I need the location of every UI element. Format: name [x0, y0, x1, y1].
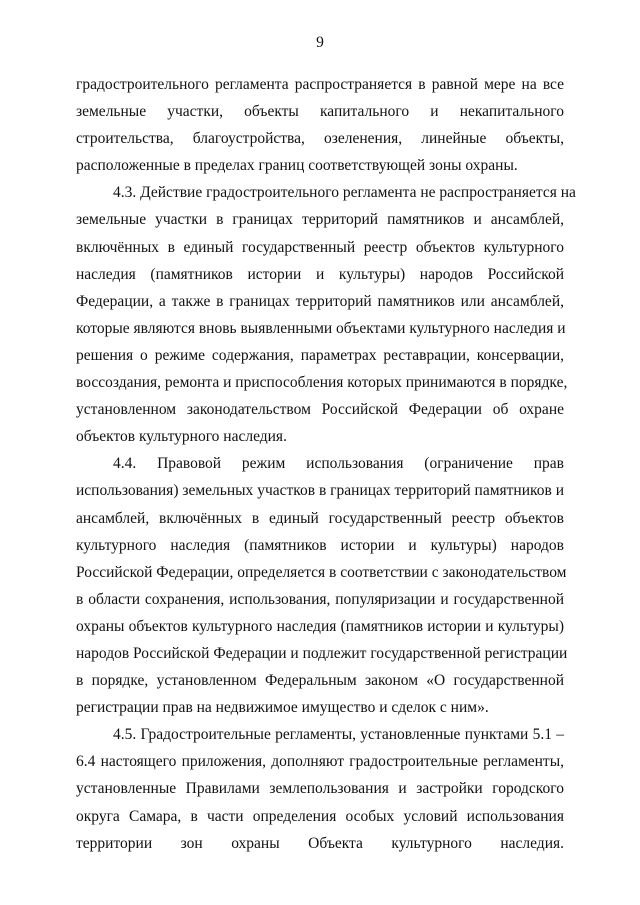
paragraph-section-4-4 — [76, 450, 568, 721]
text-line: народов Российской Федерации и подлежит государственной регистрации — [76, 644, 568, 662]
text-line: воссоздания, ремонта и приспособления которых принимаются в порядке, — [76, 374, 568, 392]
text-line: округа Самара, в части определения особых условий использования — [76, 807, 564, 825]
text-line: земельные участки в границах территорий памятников и ансамблей, — [76, 211, 564, 229]
text-line: 4.4. Правовой режим использования (ограничение прав — [113, 455, 564, 473]
text-line: которые являются вновь выявленными объектами культурного наследия и — [76, 319, 566, 337]
text-line: земельные участки, объекты капитального и некапитального — [76, 103, 564, 121]
paragraph-section-4-3 — [76, 179, 576, 450]
text-line: регистрации прав на недвижимое имущество и сделок с ним». — [76, 699, 489, 717]
text-line: включённых в единый государственный реестр объектов культурного — [76, 238, 564, 256]
text-line: расположенные в пределах границ соответствующей зоны охраны. — [76, 157, 518, 175]
text-line: культурного наследия (памятников истории и культуры) народов — [76, 536, 564, 554]
text-line: 6.4 настоящего приложения, дополняют градостроительные регламенты, — [76, 753, 564, 771]
text-line: ансамблей, включённых в единый государственный реестр объектов — [76, 509, 564, 527]
text-line: территории зон охраны Объекта культурного наследия. — [76, 834, 564, 852]
paragraph-continuation — [76, 71, 564, 179]
text-line: охраны объектов культурного наследия (памятников истории и культуры) — [76, 617, 564, 635]
text-line: 4.3. Действие градостроительного регламента не распространяется на — [113, 184, 576, 202]
page-number: 9 — [316, 34, 324, 51]
text-line: Федерации, а также в границах территорий памятников или ансамблей, — [76, 292, 564, 310]
paragraph-section-4-5 — [76, 721, 564, 856]
text-line: Российской Федерации, определяется в соответствии с законодательством — [76, 563, 567, 581]
body-text — [76, 71, 576, 857]
text-line: использования) земельных участков в границах территорий памятников и — [76, 482, 564, 500]
text-line: решения о режиме содержания, параметрах реставрации, консервации, — [76, 346, 564, 364]
text-line: строительства, благоустройства, озеленения, линейные объекты, — [76, 130, 564, 148]
text-line: в области сохранения, использования, популяризации и государственной — [76, 590, 564, 608]
text-line: установленные Правилами землепользования и застройки городского — [76, 780, 564, 798]
text-line: наследия (памятников истории и культуры) народов Российской — [76, 265, 564, 283]
text-line: 4.5. Градостроительные регламенты, установленные пунктами 5.1 – — [113, 726, 564, 744]
text-line: в порядке, установленном Федеральным законом «О государственной — [76, 672, 564, 690]
text-line: градостроительного регламента распространяется в равной мере на все — [76, 76, 564, 93]
text-line: объектов культурного наследия. — [76, 428, 287, 446]
text-line: установленном законодательством Российской Федерации об охране — [76, 401, 564, 419]
